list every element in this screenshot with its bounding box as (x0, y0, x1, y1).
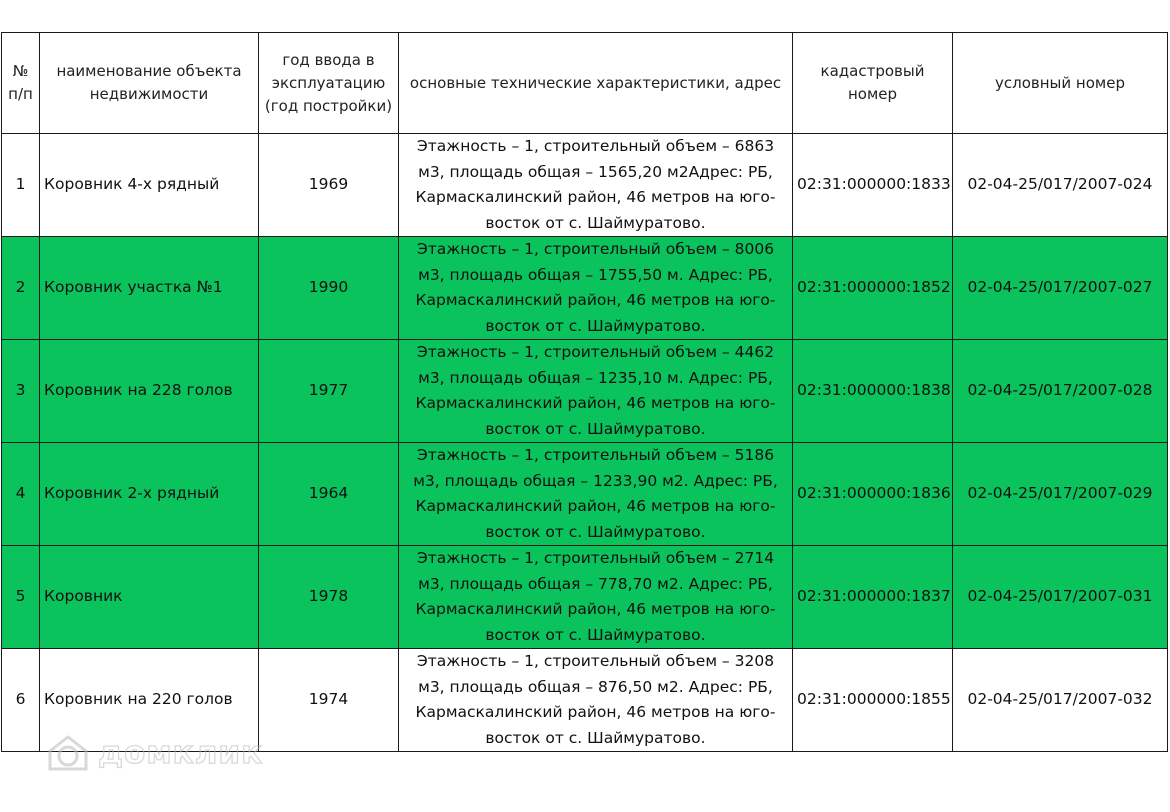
cadastral-number: 02:31:000000:1838 (793, 340, 953, 443)
table-row (2, 340, 1168, 443)
conditional-number: 02-04-25/017/2007-027 (953, 237, 1168, 340)
header-year: год ввода в эксплуатацию (год постройки) (259, 33, 399, 134)
construction-year: 1977 (259, 340, 399, 443)
table-row (2, 134, 1168, 237)
conditional-number: 02-04-25/017/2007-029 (953, 443, 1168, 546)
object-name: Коровник на 220 голов (40, 649, 259, 752)
header-description: основные технические характеристики, адрес (399, 33, 793, 134)
cadastral-number: 02:31:000000:1836 (793, 443, 953, 546)
object-description: Этажность – 1, строительный объем – 5186 м3, площадь общая – 1233,90 м2. Адрес: РБ, Кармаскалинский район, 46 метров на юго-восток от с. Шаймуратово. (399, 443, 793, 546)
object-description: Этажность – 1, строительный объем – 4462 м3, площадь общая – 1235,10 м. Адрес: РБ, Кармаскалинский район, 46 метров на юго-восток от с. Шаймуратово. (399, 340, 793, 443)
object-description: Этажность – 1, строительный объем – 3208 м3, площадь общая – 876,50 м2. Адрес: РБ, Кармаскалинский район, 46 метров на юго-восток от с. Шаймуратово. (399, 649, 793, 752)
cadastral-number: 02:31:000000:1855 (793, 649, 953, 752)
header-number: № п/п (2, 33, 40, 134)
watermark-text: домклик (98, 735, 264, 771)
row-number: 3 (2, 340, 40, 443)
object-description: Этажность – 1, строительный объем – 8006 м3, площадь общая – 1755,50 м. Адрес: РБ, Кармаскалинский район, 46 метров на юго-восток от с. Шаймуратово. (399, 237, 793, 340)
table-row (2, 237, 1168, 340)
conditional-number: 02-04-25/017/2007-028 (953, 340, 1168, 443)
header-conditional-number: условный номер (953, 33, 1168, 134)
header-name: наименование объекта недвижимости (40, 33, 259, 134)
row-number: 1 (2, 134, 40, 237)
row-number: 4 (2, 443, 40, 546)
conditional-number: 02-04-25/017/2007-024 (953, 134, 1168, 237)
conditional-number: 02-04-25/017/2007-031 (953, 546, 1168, 649)
object-name: Коровник на 228 голов (40, 340, 259, 443)
header-row (2, 33, 1168, 134)
row-number: 5 (2, 546, 40, 649)
object-description: Этажность – 1, строительный объем – 2714 м3, площадь общая – 778,70 м2. Адрес: РБ, Кармаскалинский район, 46 метров на юго-восток от с. Шаймуратово. (399, 546, 793, 649)
table-row (2, 649, 1168, 752)
real-estate-table (1, 32, 1168, 752)
object-name: Коровник (40, 546, 259, 649)
object-name: Коровник участка №1 (40, 237, 259, 340)
object-description: Этажность – 1, строительный объем – 6863 м3, площадь общая – 1565,20 м2Адрес: РБ, Кармаскалинский район, 46 метров на юго-восток от с. Шаймуратово. (399, 134, 793, 237)
cadastral-number: 02:31:000000:1837 (793, 546, 953, 649)
construction-year: 1978 (259, 546, 399, 649)
construction-year: 1974 (259, 649, 399, 752)
table-row (2, 443, 1168, 546)
table-header (2, 33, 1168, 134)
object-name: Коровник 2-х рядный (40, 443, 259, 546)
cadastral-number: 02:31:000000:1852 (793, 237, 953, 340)
table-body (2, 134, 1168, 752)
header-cadastral-number: кадастровый номер (793, 33, 953, 134)
row-number: 2 (2, 237, 40, 340)
table-row (2, 546, 1168, 649)
construction-year: 1990 (259, 237, 399, 340)
cadastral-number: 02:31:000000:1833 (793, 134, 953, 237)
row-number: 6 (2, 649, 40, 752)
object-name: Коровник 4-х рядный (40, 134, 259, 237)
construction-year: 1969 (259, 134, 399, 237)
conditional-number: 02-04-25/017/2007-032 (953, 649, 1168, 752)
construction-year: 1964 (259, 443, 399, 546)
